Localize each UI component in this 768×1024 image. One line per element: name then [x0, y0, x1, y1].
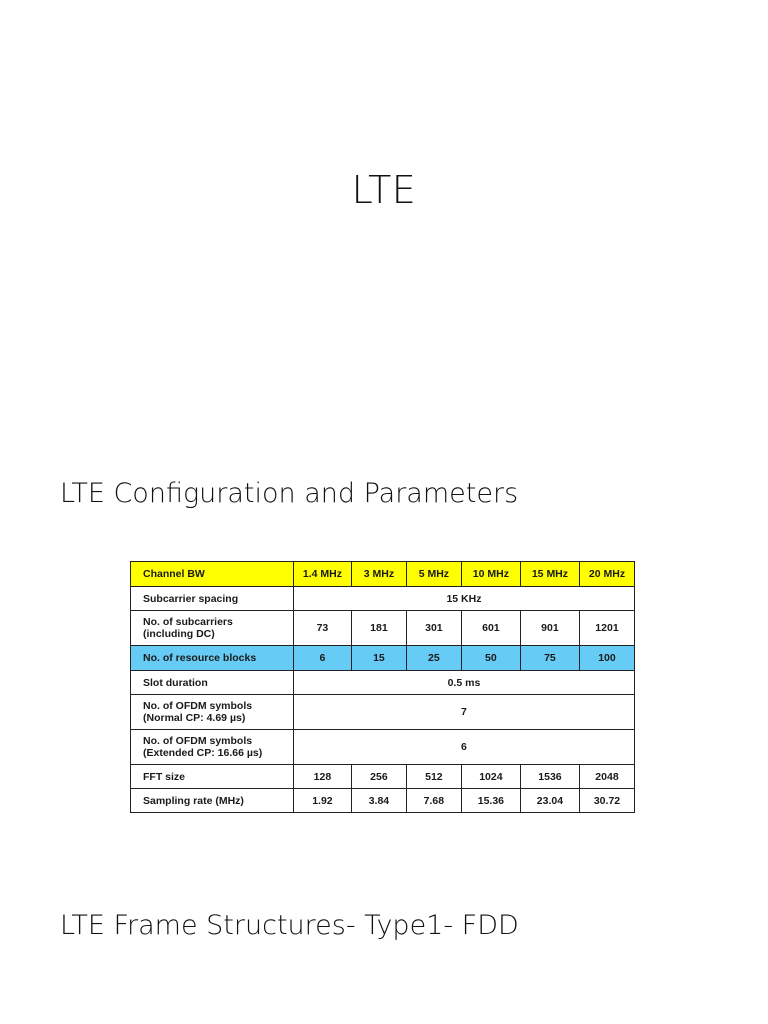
- header-cell: 20 MHz: [579, 562, 634, 587]
- table-cell: 256: [351, 765, 406, 789]
- table-row-subcarriers: [131, 611, 635, 646]
- table-row-ofdm-normal: [131, 695, 635, 730]
- row-label-line1: No. of OFDM symbols: [143, 700, 253, 712]
- table-cell: 25: [406, 646, 461, 671]
- table-row-slot-duration: [131, 671, 635, 695]
- table-cell: 15.36: [461, 789, 520, 813]
- table-cell: 15: [351, 646, 406, 671]
- table-row-ofdm-extended: [131, 730, 635, 765]
- header-cell: 10 MHz: [461, 562, 520, 587]
- table-cell: 6: [293, 646, 351, 671]
- row-label-line1: No. of subcarriers: [143, 616, 233, 628]
- header-cell: 1.4 MHz: [293, 562, 351, 587]
- table-cell: 1024: [461, 765, 520, 789]
- section-heading-configuration: LTE Configuration and Parameters: [60, 478, 519, 509]
- row-label: Sampling rate (MHz): [131, 789, 294, 813]
- row-label-line2: (including DC): [143, 628, 215, 640]
- row-label-line1: No. of OFDM symbols: [143, 735, 253, 747]
- table-cell: 23.04: [520, 789, 579, 813]
- row-label: [131, 730, 294, 765]
- table-cell: 75: [520, 646, 579, 671]
- table-row-resource-blocks: [131, 646, 635, 671]
- header-cell: 3 MHz: [351, 562, 406, 587]
- table-cell: 73: [293, 611, 351, 646]
- table-cell: 100: [579, 646, 634, 671]
- slide-title: LTE: [351, 168, 417, 212]
- table-row-subcarrier-spacing: [131, 587, 635, 611]
- row-label: Slot duration: [131, 671, 294, 695]
- merged-value-cell: 6: [293, 730, 634, 765]
- merged-value-cell: 15 KHz: [293, 587, 634, 611]
- section-heading-frame-structures: LTE Frame Structures- Type1- FDD: [60, 910, 519, 941]
- header-cell: 5 MHz: [406, 562, 461, 587]
- row-label: No. of resource blocks: [131, 646, 294, 671]
- table-header-row: [131, 562, 635, 587]
- table-cell: 512: [406, 765, 461, 789]
- table-cell: 50: [461, 646, 520, 671]
- table-row-fft-size: [131, 765, 635, 789]
- table-cell: 7.68: [406, 789, 461, 813]
- row-label-line2: (Normal CP: 4.69 µs): [143, 712, 246, 724]
- row-label: FFT size: [131, 765, 294, 789]
- table-cell: 181: [351, 611, 406, 646]
- row-label: [131, 695, 294, 730]
- table-row-sampling-rate: [131, 789, 635, 813]
- row-label: [131, 611, 294, 646]
- table-cell: 2048: [579, 765, 634, 789]
- table-cell: 1201: [579, 611, 634, 646]
- header-label: Channel BW: [131, 562, 294, 587]
- merged-value-cell: 7: [293, 695, 634, 730]
- row-label: Subcarrier spacing: [131, 587, 294, 611]
- table-cell: 901: [520, 611, 579, 646]
- table-cell: 1536: [520, 765, 579, 789]
- table-cell: 3.84: [351, 789, 406, 813]
- table-cell: 601: [461, 611, 520, 646]
- table-cell: 30.72: [579, 789, 634, 813]
- header-cell: 15 MHz: [520, 562, 579, 587]
- table-cell: 128: [293, 765, 351, 789]
- merged-value-cell: 0.5 ms: [293, 671, 634, 695]
- table-cell: 1.92: [293, 789, 351, 813]
- lte-parameters-table: [130, 561, 635, 813]
- table-cell: 301: [406, 611, 461, 646]
- row-label-line2: (Extended CP: 16.66 µs): [143, 747, 263, 759]
